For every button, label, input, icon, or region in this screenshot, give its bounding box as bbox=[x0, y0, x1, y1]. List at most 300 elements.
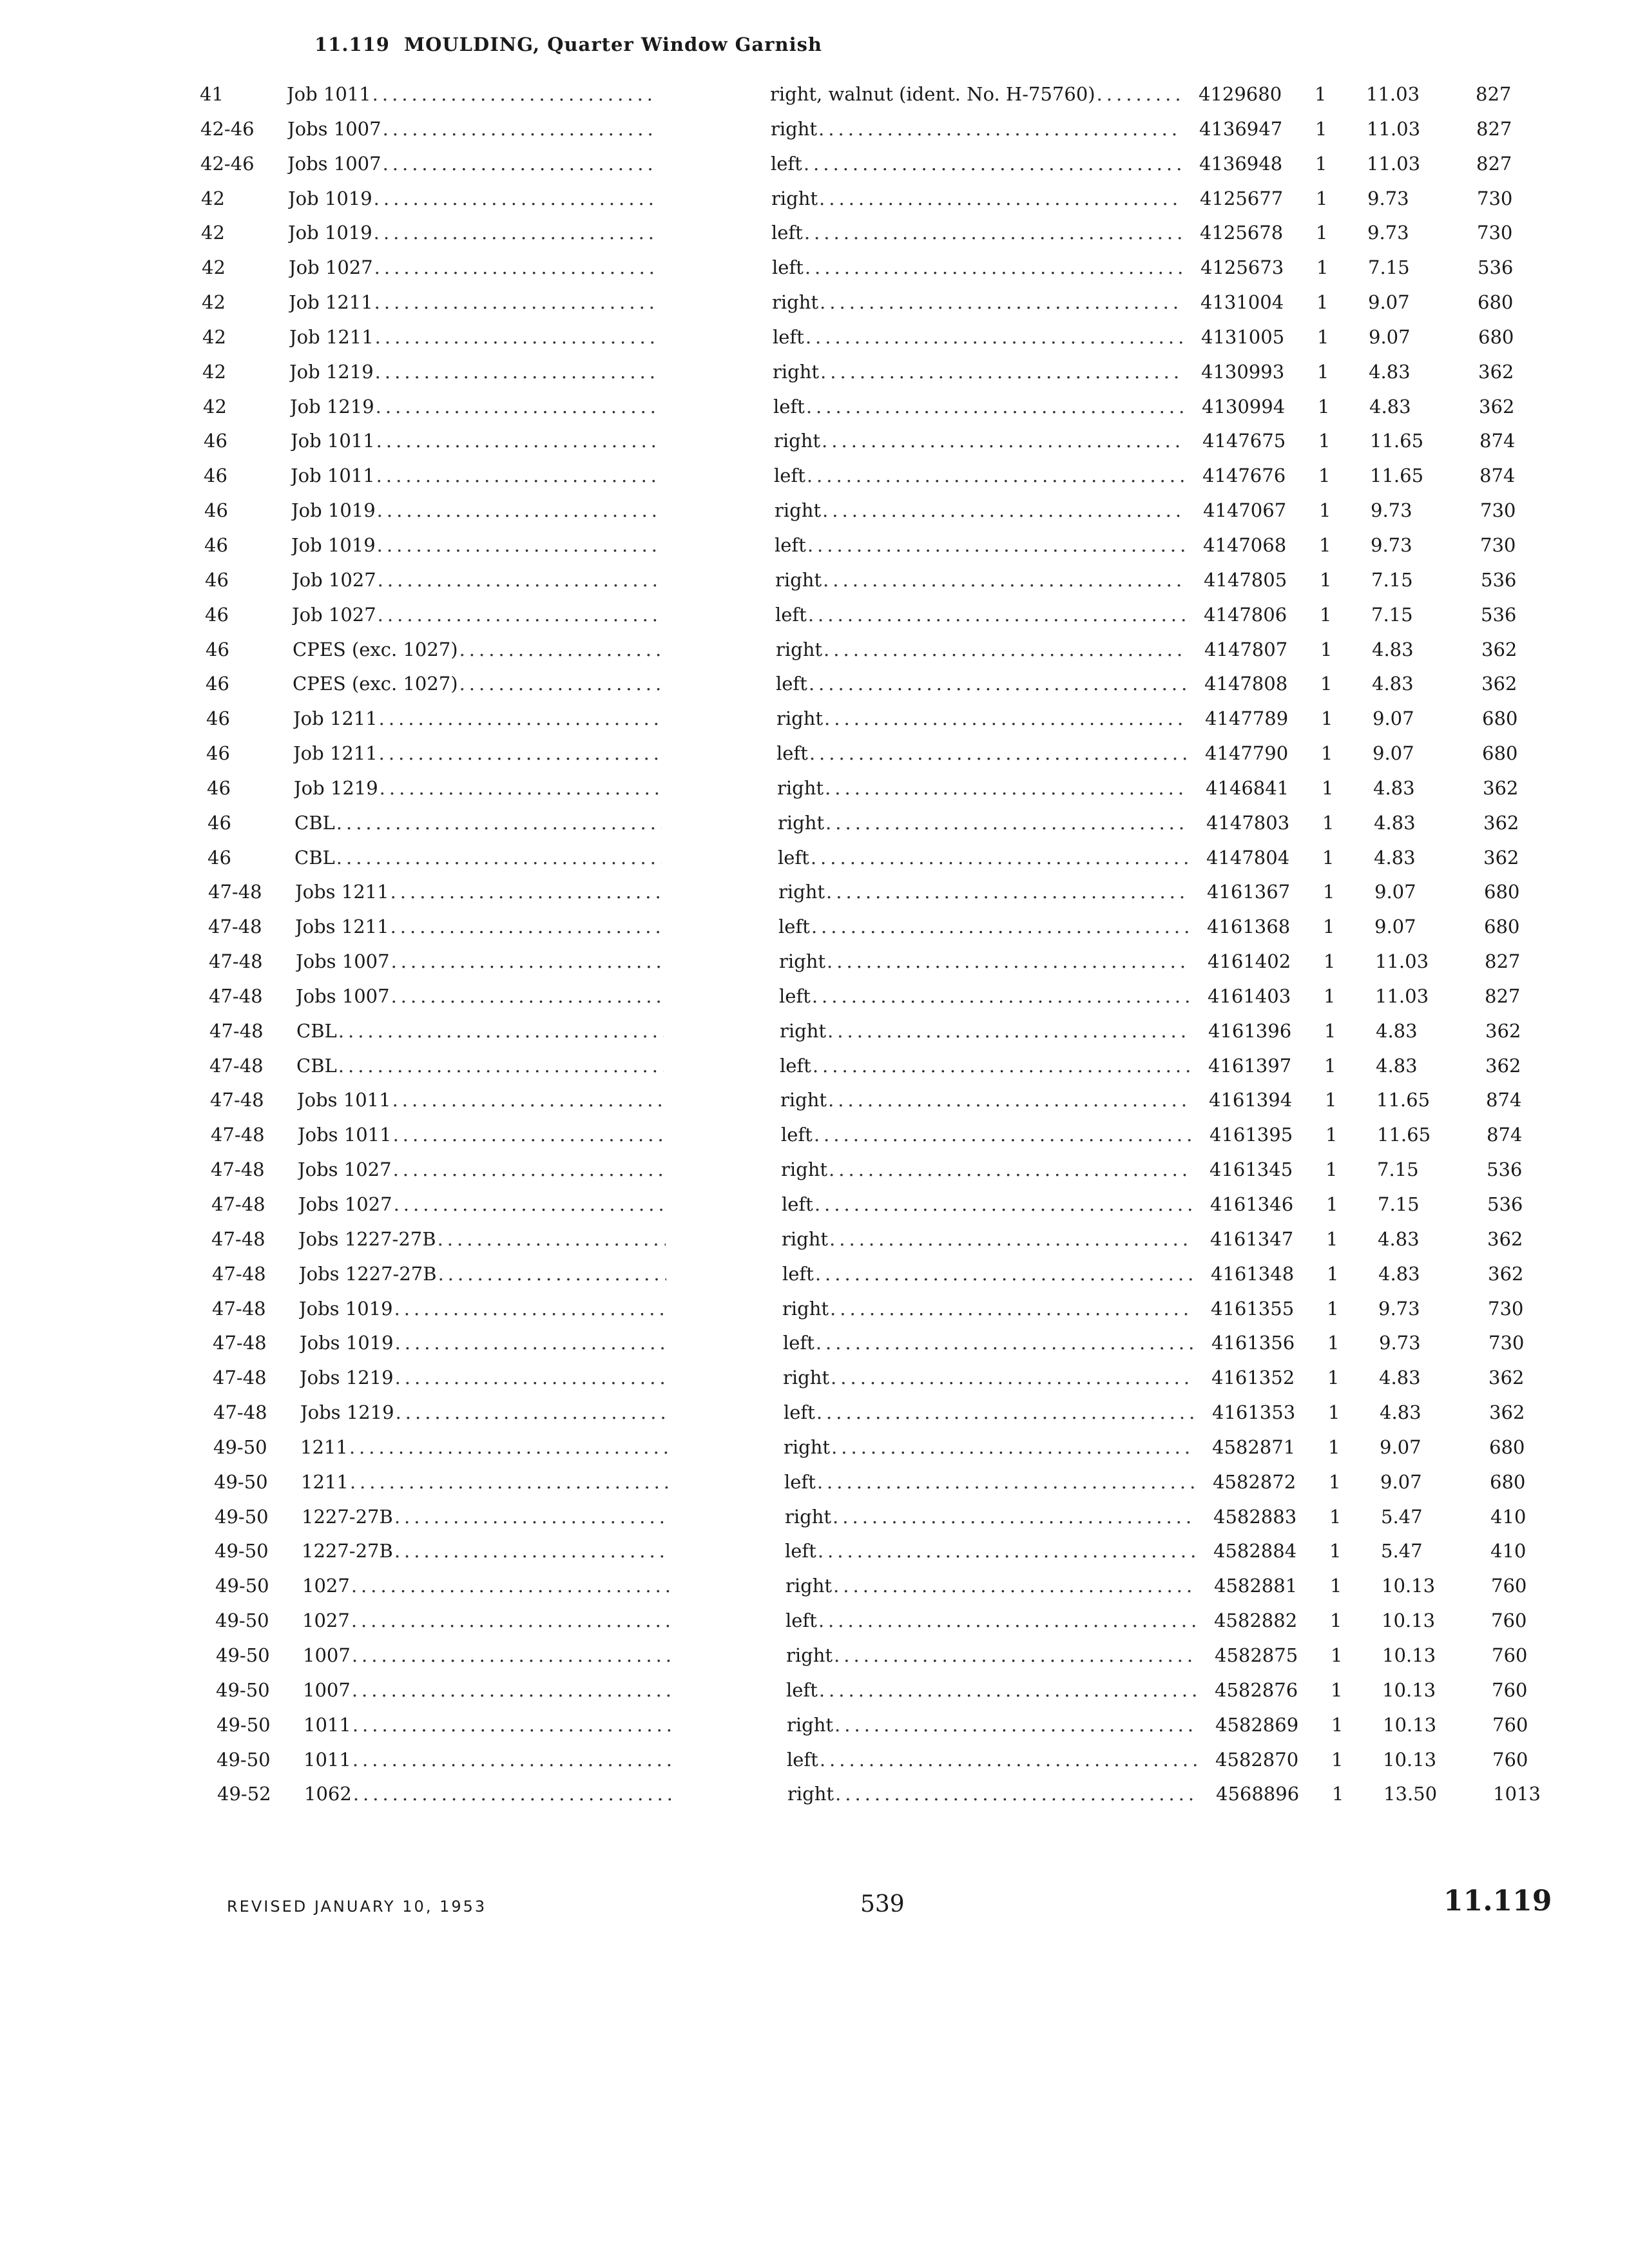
dot-leader bbox=[834, 1639, 1199, 1673]
year-cell: 42-46 bbox=[200, 152, 255, 175]
side-cell bbox=[774, 424, 1186, 459]
dot-leader bbox=[833, 1569, 1198, 1604]
quantity-cell: 1 bbox=[1330, 1610, 1342, 1632]
list-price-cell: 9.73 bbox=[1367, 187, 1409, 209]
price-code-cell: 730 bbox=[1477, 187, 1513, 209]
body-job-cell-text: Jobs 1007 bbox=[287, 117, 381, 140]
year-cell: 42 bbox=[202, 256, 226, 279]
body-job-cell-text: 1007 bbox=[303, 1644, 351, 1666]
side-cell bbox=[778, 910, 1191, 945]
table-row bbox=[204, 1083, 1553, 1118]
side-cell bbox=[781, 1153, 1193, 1187]
year-cell: 49-50 bbox=[215, 1505, 269, 1528]
quantity-cell: 1 bbox=[1328, 1401, 1340, 1424]
side-cell-text: right bbox=[771, 187, 818, 209]
year-cell: 49-50 bbox=[213, 1436, 267, 1458]
body-job-cell bbox=[293, 702, 660, 736]
part-number-cell: 4125673 bbox=[1200, 256, 1284, 279]
price-code-cell: 1013 bbox=[1493, 1783, 1541, 1805]
list-price-cell: 4.83 bbox=[1380, 1401, 1422, 1424]
list-price-cell: 9.73 bbox=[1371, 499, 1412, 522]
year-cell: 42-46 bbox=[200, 117, 255, 140]
year-cell: 49-50 bbox=[216, 1644, 270, 1666]
year-cell: 41 bbox=[200, 83, 224, 105]
year-cell: 46 bbox=[205, 568, 229, 591]
table-row bbox=[209, 1604, 1553, 1639]
body-job-cell bbox=[288, 182, 655, 216]
list-price-cell: 11.03 bbox=[1375, 985, 1429, 1007]
dot-leader bbox=[338, 1014, 664, 1049]
year-cell: 46 bbox=[204, 499, 228, 522]
year-cell: 47-48 bbox=[211, 1227, 265, 1250]
quantity-cell: 1 bbox=[1318, 465, 1331, 487]
side-cell bbox=[775, 494, 1187, 528]
body-job-cell-text: Jobs 1007 bbox=[287, 152, 381, 175]
body-job-cell bbox=[289, 320, 657, 355]
price-code-cell: 536 bbox=[1481, 568, 1517, 591]
list-price-cell: 4.83 bbox=[1369, 395, 1411, 418]
list-price-cell: 4.83 bbox=[1376, 1054, 1418, 1077]
table-row bbox=[211, 1777, 1553, 1812]
side-cell bbox=[779, 945, 1191, 979]
body-job-cell bbox=[291, 528, 659, 563]
side-cell-text: right bbox=[781, 1158, 828, 1181]
year-cell: 49-50 bbox=[215, 1610, 269, 1632]
page-header bbox=[314, 34, 822, 55]
quantity-cell: 1 bbox=[1316, 291, 1329, 314]
body-job-cell-text: Job 1211 bbox=[289, 325, 374, 348]
dot-leader bbox=[835, 1777, 1200, 1812]
price-code-cell: 730 bbox=[1480, 499, 1516, 522]
year-cell: 47-48 bbox=[209, 950, 263, 973]
dot-leader bbox=[831, 1361, 1195, 1396]
part-number-cell: 4161345 bbox=[1210, 1158, 1293, 1181]
table-row bbox=[206, 1361, 1553, 1396]
year-cell: 46 bbox=[207, 811, 231, 834]
side-cell bbox=[780, 1083, 1193, 1118]
side-cell-text: left bbox=[778, 846, 809, 869]
body-job-cell bbox=[289, 285, 656, 320]
side-cell-text: left bbox=[773, 325, 804, 348]
dot-leader bbox=[351, 1569, 670, 1604]
dot-leader bbox=[826, 875, 1191, 910]
price-code-cell: 680 bbox=[1484, 916, 1520, 938]
side-cell bbox=[773, 355, 1185, 390]
year-cell: 49-50 bbox=[214, 1470, 268, 1493]
list-price-cell: 9.73 bbox=[1379, 1332, 1421, 1354]
side-cell bbox=[777, 771, 1190, 806]
body-job-cell-text: Jobs 1219 bbox=[300, 1401, 394, 1424]
table-row bbox=[206, 1326, 1553, 1361]
dot-leader bbox=[824, 702, 1189, 736]
table-row bbox=[209, 1673, 1553, 1708]
body-job-cell bbox=[292, 563, 659, 598]
year-cell: 47-48 bbox=[211, 1158, 265, 1181]
dot-leader bbox=[391, 979, 663, 1014]
list-price-cell: 9.07 bbox=[1374, 881, 1416, 903]
list-price-cell: 4.83 bbox=[1378, 1227, 1420, 1250]
side-cell bbox=[787, 1777, 1200, 1812]
part-number-cell: 4146841 bbox=[1206, 776, 1289, 799]
body-job-cell bbox=[298, 1118, 665, 1153]
side-cell-text: right bbox=[780, 1089, 827, 1111]
dot-leader bbox=[831, 1430, 1196, 1465]
side-cell bbox=[785, 1534, 1197, 1569]
body-job-cell-text: CBL bbox=[294, 846, 335, 869]
dot-leader bbox=[383, 112, 655, 147]
table-row bbox=[203, 1014, 1553, 1049]
list-price-cell: 4.83 bbox=[1379, 1367, 1421, 1389]
quantity-cell: 1 bbox=[1315, 152, 1327, 175]
list-price-cell: 11.03 bbox=[1367, 152, 1421, 175]
body-job-cell bbox=[304, 1777, 671, 1812]
body-job-cell-text: Job 1211 bbox=[289, 291, 373, 314]
side-cell bbox=[776, 633, 1188, 668]
part-number-cell: 4582871 bbox=[1212, 1436, 1296, 1458]
quantity-cell: 1 bbox=[1324, 950, 1336, 973]
part-number-cell: 4147806 bbox=[1204, 603, 1287, 626]
dot-leader bbox=[827, 945, 1191, 979]
side-cell-text: left bbox=[775, 533, 806, 556]
year-cell: 47-48 bbox=[212, 1262, 266, 1285]
price-code-cell: 730 bbox=[1477, 222, 1513, 244]
body-job-cell bbox=[299, 1257, 666, 1292]
part-number-cell: 4125678 bbox=[1200, 222, 1284, 244]
side-cell bbox=[785, 1500, 1197, 1535]
part-number-cell: 4161348 bbox=[1211, 1262, 1295, 1285]
body-job-cell bbox=[293, 736, 660, 771]
year-cell: 46 bbox=[206, 742, 230, 765]
list-price-cell: 5.47 bbox=[1381, 1505, 1423, 1528]
dot-leader bbox=[350, 1465, 668, 1500]
quantity-cell: 1 bbox=[1329, 1505, 1342, 1528]
side-cell bbox=[773, 390, 1186, 425]
table-row bbox=[198, 528, 1553, 563]
part-number-cell: 4147676 bbox=[1202, 465, 1286, 487]
list-price-cell: 9.73 bbox=[1378, 1297, 1420, 1320]
part-number-cell: 4161394 bbox=[1209, 1089, 1293, 1111]
quantity-cell: 1 bbox=[1327, 1297, 1339, 1320]
table-row bbox=[193, 77, 1553, 112]
side-cell-text: left bbox=[771, 152, 802, 175]
quantity-cell: 1 bbox=[1317, 325, 1329, 348]
year-cell: 49-52 bbox=[217, 1783, 271, 1805]
dot-leader bbox=[378, 598, 659, 633]
table-row bbox=[210, 1708, 1553, 1743]
body-job-cell-text: Job 1019 bbox=[291, 533, 376, 556]
dot-leader bbox=[394, 1187, 666, 1222]
side-cell bbox=[770, 77, 1182, 112]
quantity-cell: 1 bbox=[1327, 1262, 1339, 1285]
year-cell: 46 bbox=[204, 465, 227, 487]
body-job-cell-text: Job 1019 bbox=[291, 499, 376, 522]
side-cell-text: left bbox=[780, 1054, 811, 1077]
side-cell bbox=[771, 182, 1184, 216]
list-price-cell: 4.83 bbox=[1374, 846, 1416, 869]
table-row bbox=[199, 667, 1553, 702]
table-row bbox=[200, 736, 1553, 771]
body-job-cell bbox=[303, 1673, 670, 1708]
dot-leader bbox=[812, 979, 1191, 1014]
dot-leader bbox=[353, 1777, 671, 1812]
list-price-cell: 10.13 bbox=[1383, 1748, 1437, 1771]
part-number-cell: 4161402 bbox=[1208, 950, 1291, 973]
table-row bbox=[203, 1049, 1553, 1084]
price-code-cell: 536 bbox=[1487, 1193, 1523, 1215]
list-price-cell: 5.47 bbox=[1381, 1540, 1423, 1562]
body-job-cell-text: Jobs 1011 bbox=[298, 1124, 392, 1146]
price-code-cell: 536 bbox=[1481, 603, 1517, 626]
dot-leader bbox=[391, 945, 663, 979]
dot-leader bbox=[390, 910, 662, 945]
dot-leader bbox=[379, 736, 660, 771]
dot-leader bbox=[807, 459, 1186, 494]
price-code-cell: 760 bbox=[1491, 1610, 1527, 1632]
year-cell: 47-48 bbox=[213, 1401, 267, 1424]
year-cell: 42 bbox=[202, 360, 226, 383]
dot-leader bbox=[376, 424, 658, 459]
price-code-cell: 362 bbox=[1483, 776, 1519, 799]
part-number-cell: 4582882 bbox=[1214, 1610, 1298, 1632]
quantity-cell: 1 bbox=[1326, 1227, 1338, 1250]
quantity-cell: 1 bbox=[1320, 638, 1333, 660]
quantity-cell: 1 bbox=[1322, 846, 1335, 869]
quantity-cell: 1 bbox=[1323, 916, 1335, 938]
list-price-cell: 11.65 bbox=[1370, 465, 1424, 487]
table-row bbox=[194, 112, 1553, 147]
side-cell-text: right bbox=[778, 811, 825, 834]
price-code-cell: 760 bbox=[1492, 1678, 1528, 1701]
price-code-cell: 410 bbox=[1490, 1505, 1527, 1528]
quantity-cell: 1 bbox=[1318, 430, 1331, 452]
dot-leader bbox=[818, 1604, 1198, 1639]
side-cell bbox=[775, 563, 1188, 598]
table-row bbox=[202, 945, 1553, 979]
side-cell bbox=[786, 1569, 1198, 1604]
side-cell bbox=[771, 112, 1183, 147]
side-cell bbox=[771, 147, 1183, 182]
body-job-cell-text: Jobs 1211 bbox=[295, 881, 389, 903]
page-number: 539 bbox=[860, 1891, 905, 1917]
year-cell: 42 bbox=[202, 325, 226, 348]
side-cell-text: left bbox=[775, 603, 807, 626]
table-row bbox=[198, 598, 1553, 633]
dot-leader bbox=[383, 147, 655, 182]
dot-leader bbox=[372, 77, 654, 112]
side-cell-text: left bbox=[782, 1193, 813, 1215]
side-cell bbox=[771, 216, 1184, 251]
year-cell: 49-50 bbox=[215, 1540, 269, 1562]
year-cell: 42 bbox=[201, 222, 225, 244]
side-cell-text: left bbox=[785, 1540, 816, 1562]
side-cell-text: right, walnut (ident. No. H-75760) bbox=[770, 83, 1095, 105]
dot-leader bbox=[375, 355, 657, 390]
quantity-cell: 1 bbox=[1325, 1089, 1337, 1111]
dot-leader bbox=[834, 1708, 1199, 1743]
part-number-cell: 4130993 bbox=[1201, 360, 1285, 383]
body-job-cell bbox=[298, 1187, 666, 1222]
body-job-cell bbox=[297, 1083, 664, 1118]
dot-leader bbox=[374, 182, 655, 216]
price-code-cell: 730 bbox=[1489, 1332, 1525, 1354]
part-number-cell: 4568896 bbox=[1216, 1783, 1300, 1805]
side-cell bbox=[784, 1465, 1197, 1500]
body-job-cell bbox=[289, 355, 657, 390]
year-cell: 47-48 bbox=[210, 1089, 264, 1111]
part-number-cell: 4147808 bbox=[1204, 673, 1288, 695]
part-number-cell: 4582870 bbox=[1215, 1748, 1299, 1771]
quantity-cell: 1 bbox=[1324, 1054, 1336, 1077]
dot-leader bbox=[822, 494, 1187, 528]
dot-leader bbox=[351, 1604, 670, 1639]
side-cell bbox=[787, 1743, 1199, 1778]
price-code-cell: 680 bbox=[1482, 707, 1518, 730]
dot-leader bbox=[352, 1743, 671, 1778]
table-row bbox=[207, 1465, 1553, 1500]
year-cell: 46 bbox=[206, 707, 230, 730]
side-cell bbox=[773, 320, 1185, 355]
body-job-cell bbox=[298, 1222, 666, 1257]
year-cell: 47-48 bbox=[212, 1297, 266, 1320]
quantity-cell: 1 bbox=[1320, 603, 1332, 626]
quantity-cell: 1 bbox=[1331, 1713, 1344, 1736]
dot-leader bbox=[393, 1153, 665, 1187]
side-cell-text: right bbox=[784, 1436, 831, 1458]
side-cell bbox=[780, 1014, 1192, 1049]
quantity-cell: 1 bbox=[1316, 222, 1328, 244]
dot-leader bbox=[352, 1708, 671, 1743]
part-number-cell: 4129680 bbox=[1199, 83, 1282, 105]
table-row bbox=[202, 875, 1553, 910]
dot-leader bbox=[809, 736, 1189, 771]
dot-leader bbox=[815, 1187, 1194, 1222]
table-row bbox=[207, 1430, 1553, 1465]
quantity-cell: 1 bbox=[1332, 1783, 1344, 1805]
year-cell: 46 bbox=[204, 430, 227, 452]
table-row bbox=[208, 1534, 1553, 1569]
price-code-cell: 362 bbox=[1478, 360, 1514, 383]
list-price-cell: 4.83 bbox=[1369, 360, 1411, 383]
body-job-cell bbox=[292, 598, 659, 633]
year-cell: 49-50 bbox=[217, 1748, 271, 1771]
side-cell-text: left bbox=[782, 1262, 814, 1285]
body-job-cell bbox=[299, 1292, 666, 1327]
dot-leader bbox=[804, 216, 1184, 251]
year-cell: 47-48 bbox=[211, 1124, 265, 1146]
price-code-cell: 362 bbox=[1483, 846, 1519, 869]
list-price-cell: 9.07 bbox=[1373, 742, 1414, 765]
side-cell bbox=[776, 667, 1188, 702]
side-cell bbox=[786, 1673, 1199, 1708]
list-price-cell: 11.03 bbox=[1375, 950, 1429, 973]
body-job-cell bbox=[300, 1396, 668, 1430]
body-job-cell bbox=[289, 251, 656, 285]
year-cell: 46 bbox=[207, 846, 231, 869]
dot-leader bbox=[396, 1396, 668, 1430]
list-price-cell: 9.07 bbox=[1369, 325, 1411, 348]
dot-leader bbox=[395, 1326, 667, 1361]
table-row bbox=[208, 1500, 1553, 1535]
quantity-cell: 1 bbox=[1320, 568, 1332, 591]
price-code-cell: 874 bbox=[1480, 465, 1516, 487]
side-cell-text: left bbox=[771, 222, 803, 244]
body-job-cell-text: Jobs 1227-27B bbox=[299, 1262, 437, 1285]
table-row bbox=[202, 979, 1553, 1014]
price-code-cell: 874 bbox=[1486, 1089, 1522, 1111]
year-cell: 47-48 bbox=[213, 1332, 267, 1354]
body-job-cell-text: Jobs 1007 bbox=[296, 950, 390, 973]
table-row bbox=[206, 1257, 1553, 1292]
year-cell: 46 bbox=[207, 776, 231, 799]
dot-leader bbox=[813, 1049, 1192, 1084]
side-cell-text: right bbox=[773, 360, 820, 383]
list-price-cell: 13.50 bbox=[1383, 1783, 1438, 1805]
quantity-cell: 1 bbox=[1323, 881, 1335, 903]
table-row bbox=[200, 771, 1553, 806]
year-cell: 46 bbox=[205, 603, 229, 626]
price-code-cell: 362 bbox=[1489, 1367, 1525, 1389]
dot-leader bbox=[438, 1222, 666, 1257]
list-price-cell: 11.03 bbox=[1366, 83, 1420, 105]
dot-leader bbox=[380, 771, 661, 806]
part-number-cell: 4136948 bbox=[1199, 152, 1283, 175]
side-cell-text: right bbox=[782, 1227, 829, 1250]
side-cell bbox=[782, 1187, 1194, 1222]
year-cell: 42 bbox=[202, 291, 226, 314]
list-price-cell: 7.15 bbox=[1377, 1158, 1419, 1181]
dot-leader bbox=[820, 355, 1185, 390]
table-row bbox=[205, 1222, 1553, 1257]
table-row bbox=[201, 806, 1553, 841]
body-job-cell-text: Job 1211 bbox=[293, 707, 378, 730]
body-job-cell bbox=[296, 945, 663, 979]
price-code-cell: 827 bbox=[1476, 152, 1512, 175]
body-job-cell-text: Job 1027 bbox=[292, 603, 376, 626]
side-cell-text: right bbox=[774, 430, 821, 452]
quantity-cell: 1 bbox=[1330, 1575, 1342, 1597]
dot-leader bbox=[820, 285, 1184, 320]
dot-leader bbox=[438, 1257, 666, 1292]
side-cell-text: right bbox=[775, 568, 822, 591]
quantity-cell: 1 bbox=[1321, 742, 1333, 765]
side-cell bbox=[776, 702, 1189, 736]
side-cell-text: right bbox=[785, 1505, 832, 1528]
footer-section-number: 11.119 bbox=[1443, 1885, 1552, 1917]
price-code-cell: 730 bbox=[1480, 533, 1516, 556]
dot-leader bbox=[379, 702, 660, 736]
quantity-cell: 1 bbox=[1319, 533, 1331, 556]
dot-leader bbox=[814, 1118, 1193, 1153]
body-job-cell bbox=[301, 1465, 668, 1500]
dot-leader bbox=[338, 1049, 664, 1084]
dot-leader bbox=[820, 1743, 1199, 1778]
side-cell bbox=[786, 1639, 1199, 1673]
price-code-cell: 680 bbox=[1482, 742, 1518, 765]
table-row bbox=[196, 320, 1553, 355]
dot-leader bbox=[825, 771, 1190, 806]
table-row bbox=[197, 459, 1553, 494]
year-cell: 47-48 bbox=[208, 881, 262, 903]
side-cell bbox=[784, 1396, 1196, 1430]
dot-leader bbox=[336, 806, 662, 841]
table-row bbox=[210, 1743, 1553, 1778]
part-number-cell: 4161347 bbox=[1210, 1227, 1294, 1250]
table-row bbox=[195, 216, 1553, 251]
dot-leader bbox=[816, 1396, 1196, 1430]
dot-leader bbox=[816, 1326, 1195, 1361]
dot-leader bbox=[829, 1153, 1193, 1187]
body-job-cell-text: Job 1019 bbox=[288, 222, 372, 244]
